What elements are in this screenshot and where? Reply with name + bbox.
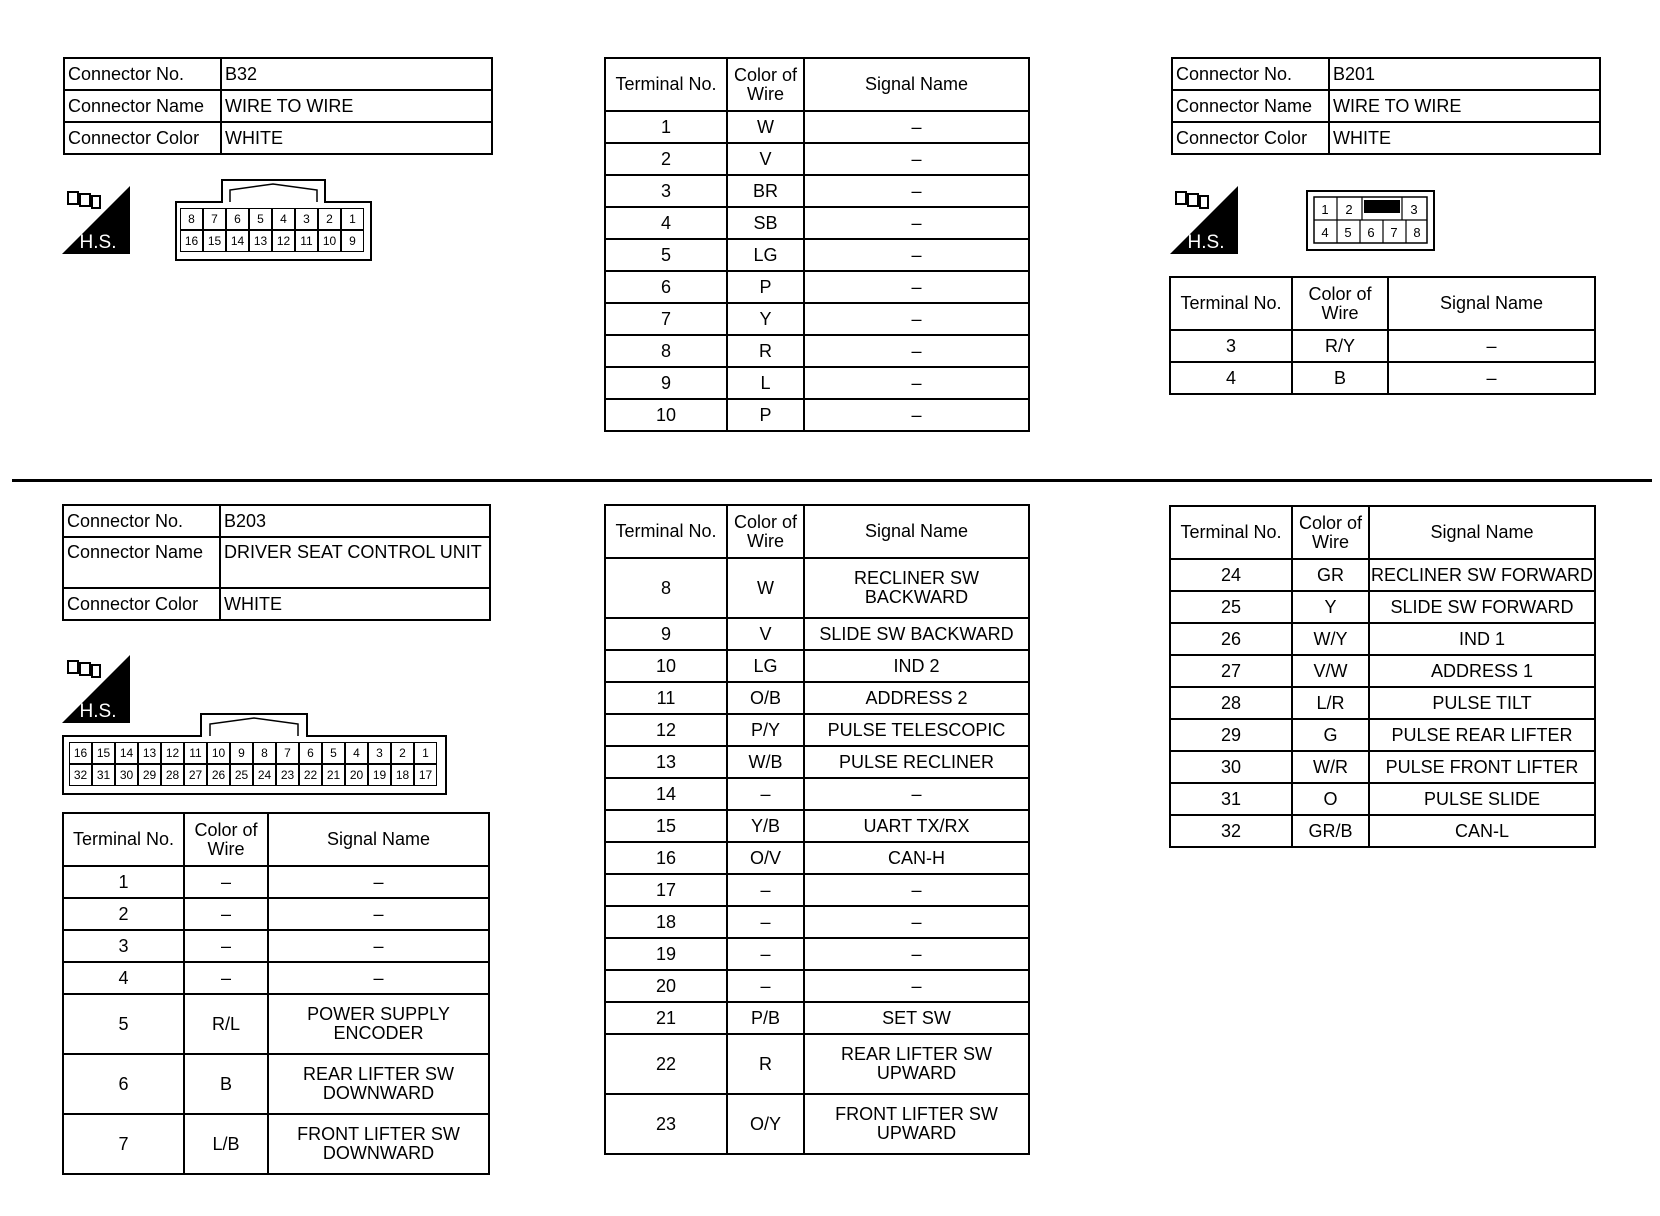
col-header-color: Color of Wire bbox=[1292, 277, 1388, 330]
pin-label: 5 bbox=[322, 742, 345, 764]
signal-name-cell: PULSE FRONT LIFTER bbox=[1369, 751, 1595, 783]
pin-label: 9 bbox=[341, 230, 364, 252]
wire-color-cell: – bbox=[727, 938, 804, 970]
col-header-signal: Signal Name bbox=[268, 813, 489, 866]
b201-connector-face bbox=[1306, 190, 1436, 252]
b32-connector-face bbox=[175, 178, 373, 262]
signal-name-cell: – bbox=[804, 143, 1029, 175]
pin-label: 14 bbox=[115, 742, 138, 764]
info-label: Connector Color bbox=[63, 588, 220, 620]
terminal-cell: 3 bbox=[63, 930, 184, 962]
table-row bbox=[1170, 687, 1595, 719]
pin-label: 4 bbox=[272, 208, 295, 230]
pin-label: 23 bbox=[276, 764, 299, 786]
b201-terminal-table bbox=[1169, 276, 1596, 395]
pin-label: 1 bbox=[414, 742, 437, 764]
table-row bbox=[1170, 623, 1595, 655]
terminal-cell: 24 bbox=[1170, 559, 1292, 591]
wire-color-cell: Y/B bbox=[727, 810, 804, 842]
pin-label: 32 bbox=[69, 764, 92, 786]
pin-label: 6 bbox=[1367, 225, 1375, 240]
signal-name-cell: – bbox=[268, 962, 489, 994]
info-label: Connector No. bbox=[1172, 58, 1329, 90]
signal-name-cell: – bbox=[1388, 362, 1595, 394]
terminal-cell: 6 bbox=[63, 1054, 184, 1114]
pin-label: 5 bbox=[249, 208, 272, 230]
terminal-cell: 4 bbox=[605, 207, 727, 239]
wire-color-cell: – bbox=[727, 874, 804, 906]
signal-name-cell: – bbox=[804, 207, 1029, 239]
signal-name-cell: PULSE TILT bbox=[1369, 687, 1595, 719]
terminal-cell: 14 bbox=[605, 778, 727, 810]
signal-name-cell: ADDRESS 1 bbox=[1369, 655, 1595, 687]
wire-color-cell: Y bbox=[1292, 591, 1369, 623]
pin-label: 18 bbox=[391, 764, 414, 786]
table-row bbox=[605, 650, 1029, 682]
signal-name-cell: – bbox=[804, 906, 1029, 938]
terminal-cell: 28 bbox=[1170, 687, 1292, 719]
terminal-cell: 9 bbox=[605, 367, 727, 399]
signal-name-cell: SLIDE SW BACKWARD bbox=[804, 618, 1029, 650]
signal-name-cell: – bbox=[268, 866, 489, 898]
wire-color-cell: P/B bbox=[727, 1002, 804, 1034]
pin-label: 26 bbox=[207, 764, 230, 786]
pin-label: 3 bbox=[1410, 202, 1418, 217]
b203-terminal-table-3 bbox=[1169, 505, 1596, 848]
wire-color-cell: P bbox=[727, 399, 804, 431]
terminal-cell: 11 bbox=[605, 682, 727, 714]
table-row bbox=[605, 970, 1029, 1002]
wire-color-cell: P bbox=[727, 271, 804, 303]
table-row bbox=[605, 1034, 1029, 1094]
pin-label: 6 bbox=[299, 742, 322, 764]
pin-label: 7 bbox=[203, 208, 226, 230]
wire-color-cell: – bbox=[727, 970, 804, 1002]
wire-color-cell: – bbox=[184, 962, 268, 994]
pin-label: 16 bbox=[69, 742, 92, 764]
terminal-cell: 22 bbox=[605, 1034, 727, 1094]
col-header-terminal: Terminal No. bbox=[605, 58, 727, 111]
connector-outline bbox=[1306, 190, 1436, 252]
harness-side-icon bbox=[62, 186, 130, 254]
wire-color-cell: L bbox=[727, 367, 804, 399]
wire-color-cell: B bbox=[1292, 362, 1388, 394]
table-row bbox=[605, 810, 1029, 842]
wire-color-cell: V bbox=[727, 143, 804, 175]
wire-color-cell: V bbox=[727, 618, 804, 650]
signal-name-cell: PULSE RECLINER bbox=[804, 746, 1029, 778]
info-label: Connector Name bbox=[64, 90, 221, 122]
pin-label: 3 bbox=[295, 208, 318, 230]
terminal-cell: 10 bbox=[605, 399, 727, 431]
table-row bbox=[605, 558, 1029, 618]
signal-name-cell: SLIDE SW FORWARD bbox=[1369, 591, 1595, 623]
wire-color-cell: W/R bbox=[1292, 751, 1369, 783]
table-row bbox=[605, 175, 1029, 207]
b203-terminal-table-1 bbox=[62, 812, 490, 1175]
terminal-cell: 18 bbox=[605, 906, 727, 938]
b201-info-table bbox=[1171, 57, 1601, 155]
pin-label: 20 bbox=[345, 764, 368, 786]
pin-label: 21 bbox=[322, 764, 345, 786]
signal-name-cell: REAR LIFTER SW DOWNWARD bbox=[268, 1054, 489, 1114]
wire-color-cell: – bbox=[184, 866, 268, 898]
signal-name-cell: – bbox=[804, 335, 1029, 367]
pin-label: 12 bbox=[272, 230, 295, 252]
wire-color-cell: V/W bbox=[1292, 655, 1369, 687]
table-row bbox=[605, 207, 1029, 239]
col-header-signal: Signal Name bbox=[1369, 506, 1595, 559]
wire-color-cell: R bbox=[727, 1034, 804, 1094]
hs-label: H.S. bbox=[1187, 232, 1225, 253]
terminal-cell: 7 bbox=[63, 1114, 184, 1174]
wire-color-cell: O bbox=[1292, 783, 1369, 815]
wire-color-cell: G bbox=[1292, 719, 1369, 751]
signal-name-cell: – bbox=[804, 175, 1029, 207]
signal-name-cell: SET SW bbox=[804, 1002, 1029, 1034]
terminal-cell: 21 bbox=[605, 1002, 727, 1034]
connector-no-value: B201 bbox=[1329, 58, 1600, 90]
connector-color-value: WHITE bbox=[220, 588, 490, 620]
pin-label: 11 bbox=[184, 742, 207, 764]
pin-label: 19 bbox=[368, 764, 391, 786]
wire-color-cell: P/Y bbox=[727, 714, 804, 746]
info-label: Connector No. bbox=[64, 58, 221, 90]
connector-no-value: B32 bbox=[221, 58, 492, 90]
pin-label: 4 bbox=[345, 742, 368, 764]
table-row bbox=[605, 271, 1029, 303]
terminal-cell: 31 bbox=[1170, 783, 1292, 815]
signal-name-cell: – bbox=[804, 399, 1029, 431]
connector-name-value: DRIVER SEAT CONTROL UNIT bbox=[220, 537, 490, 588]
terminal-cell: 32 bbox=[1170, 815, 1292, 847]
table-row bbox=[605, 938, 1029, 970]
signal-name-cell: UART TX/RX bbox=[804, 810, 1029, 842]
wire-color-cell: – bbox=[727, 906, 804, 938]
pin-label: 13 bbox=[138, 742, 161, 764]
col-header-color: Color of Wire bbox=[1292, 506, 1369, 559]
signal-name-cell: CAN-L bbox=[1369, 815, 1595, 847]
terminal-cell: 4 bbox=[63, 962, 184, 994]
wire-color-cell: W/Y bbox=[1292, 623, 1369, 655]
signal-name-cell: PULSE REAR LIFTER bbox=[1369, 719, 1595, 751]
table-row bbox=[605, 1094, 1029, 1154]
signal-name-cell: POWER SUPPLY ENCODER bbox=[268, 994, 489, 1054]
connector-name-value: WIRE TO WIRE bbox=[1329, 90, 1600, 122]
table-row bbox=[63, 962, 489, 994]
b32-terminal-table bbox=[604, 57, 1030, 432]
signal-name-cell: – bbox=[804, 271, 1029, 303]
pin-label: 1 bbox=[341, 208, 364, 230]
b203-connector-face bbox=[62, 712, 448, 796]
terminal-cell: 10 bbox=[605, 650, 727, 682]
col-header-signal: Signal Name bbox=[1388, 277, 1595, 330]
pin-label: 15 bbox=[203, 230, 226, 252]
pin-label: 8 bbox=[180, 208, 203, 230]
pin-label: 11 bbox=[295, 230, 318, 252]
col-header-terminal: Terminal No. bbox=[1170, 506, 1292, 559]
table-row bbox=[605, 303, 1029, 335]
table-row bbox=[63, 994, 489, 1054]
info-label: Connector Color bbox=[1172, 122, 1329, 154]
signal-name-cell: CAN-H bbox=[804, 842, 1029, 874]
table-row bbox=[605, 367, 1029, 399]
terminal-cell: 30 bbox=[1170, 751, 1292, 783]
terminal-cell: 25 bbox=[1170, 591, 1292, 623]
pin-label: 4 bbox=[1321, 225, 1329, 240]
terminal-cell: 1 bbox=[63, 866, 184, 898]
connector-no-value: B203 bbox=[220, 505, 490, 537]
pin-label: 7 bbox=[276, 742, 299, 764]
table-row bbox=[1170, 783, 1595, 815]
pin-label: 5 bbox=[1344, 225, 1352, 240]
pin-label: 13 bbox=[249, 230, 272, 252]
pin-label: 9 bbox=[230, 742, 253, 764]
col-header-terminal: Terminal No. bbox=[63, 813, 184, 866]
signal-name-cell: IND 1 bbox=[1369, 623, 1595, 655]
table-row bbox=[63, 866, 489, 898]
pin-label: 30 bbox=[115, 764, 138, 786]
pin-label: 15 bbox=[92, 742, 115, 764]
pin-label: 6 bbox=[226, 208, 249, 230]
pin-label: 8 bbox=[253, 742, 276, 764]
pin-label: 17 bbox=[414, 764, 437, 786]
signal-name-cell: PULSE TELESCOPIC bbox=[804, 714, 1029, 746]
pin-label: 25 bbox=[230, 764, 253, 786]
table-row bbox=[605, 874, 1029, 906]
table-row bbox=[605, 842, 1029, 874]
signal-name-cell: FRONT LIFTER SW UPWARD bbox=[804, 1094, 1029, 1154]
terminal-cell: 16 bbox=[605, 842, 727, 874]
terminal-cell: 20 bbox=[605, 970, 727, 1002]
b203-terminal-table-2 bbox=[604, 504, 1030, 1155]
table-row bbox=[63, 1114, 489, 1174]
wire-color-cell: LG bbox=[727, 650, 804, 682]
table-row bbox=[605, 1002, 1029, 1034]
signal-name-cell: – bbox=[1388, 330, 1595, 362]
table-row bbox=[605, 239, 1029, 271]
terminal-cell: 4 bbox=[1170, 362, 1292, 394]
pin-label: 1 bbox=[1321, 202, 1329, 217]
signal-name-cell: IND 2 bbox=[804, 650, 1029, 682]
table-row bbox=[605, 399, 1029, 431]
info-label: Connector Name bbox=[63, 537, 220, 588]
wire-color-cell: GR bbox=[1292, 559, 1369, 591]
col-header-color: Color of Wire bbox=[184, 813, 268, 866]
terminal-cell: 2 bbox=[605, 143, 727, 175]
terminal-cell: 23 bbox=[605, 1094, 727, 1154]
terminal-cell: 12 bbox=[605, 714, 727, 746]
wire-color-cell: W/B bbox=[727, 746, 804, 778]
wire-color-cell: O/B bbox=[727, 682, 804, 714]
col-header-color: Color of Wire bbox=[727, 505, 804, 558]
table-row bbox=[605, 143, 1029, 175]
signal-name-cell: – bbox=[804, 778, 1029, 810]
table-row bbox=[605, 906, 1029, 938]
signal-name-cell: RECLINER SW FORWARD bbox=[1369, 559, 1595, 591]
connector-color-value: WHITE bbox=[221, 122, 492, 154]
terminal-cell: 3 bbox=[605, 175, 727, 207]
col-header-signal: Signal Name bbox=[804, 505, 1029, 558]
terminal-cell: 5 bbox=[605, 239, 727, 271]
table-row bbox=[1170, 362, 1595, 394]
table-row bbox=[1170, 719, 1595, 751]
signal-name-cell: REAR LIFTER SW UPWARD bbox=[804, 1034, 1029, 1094]
pin-label: 7 bbox=[1390, 225, 1398, 240]
terminal-cell: 8 bbox=[605, 558, 727, 618]
table-row bbox=[605, 682, 1029, 714]
pin-label: 3 bbox=[368, 742, 391, 764]
terminal-cell: 17 bbox=[605, 874, 727, 906]
terminal-cell: 1 bbox=[605, 111, 727, 143]
wire-color-cell: L/B bbox=[184, 1114, 268, 1174]
table-row bbox=[1170, 751, 1595, 783]
col-header-signal: Signal Name bbox=[804, 58, 1029, 111]
pin-label: 29 bbox=[138, 764, 161, 786]
signal-name-cell: – bbox=[268, 898, 489, 930]
pin-label: 12 bbox=[161, 742, 184, 764]
wire-color-cell: O/Y bbox=[727, 1094, 804, 1154]
terminal-cell: 7 bbox=[605, 303, 727, 335]
pin-label: 31 bbox=[92, 764, 115, 786]
wire-color-cell: BR bbox=[727, 175, 804, 207]
info-label: Connector Name bbox=[1172, 90, 1329, 122]
table-row bbox=[605, 335, 1029, 367]
table-row bbox=[605, 714, 1029, 746]
table-row bbox=[63, 898, 489, 930]
signal-name-cell: – bbox=[804, 367, 1029, 399]
signal-name-cell: PULSE SLIDE bbox=[1369, 783, 1595, 815]
pin-label: 10 bbox=[207, 742, 230, 764]
terminal-cell: 2 bbox=[63, 898, 184, 930]
hs-label: H.S. bbox=[79, 701, 117, 722]
terminal-cell: 8 bbox=[605, 335, 727, 367]
terminal-cell: 15 bbox=[605, 810, 727, 842]
terminal-cell: 6 bbox=[605, 271, 727, 303]
wire-color-cell: L/R bbox=[1292, 687, 1369, 719]
signal-name-cell: FRONT LIFTER SW DOWNWARD bbox=[268, 1114, 489, 1174]
pin-label: 2 bbox=[318, 208, 341, 230]
wire-color-cell: W bbox=[727, 111, 804, 143]
b32-info-table bbox=[63, 57, 493, 155]
wire-color-cell: R/Y bbox=[1292, 330, 1388, 362]
wire-color-cell: – bbox=[184, 930, 268, 962]
signal-name-cell: – bbox=[804, 938, 1029, 970]
terminal-cell: 26 bbox=[1170, 623, 1292, 655]
wire-color-cell: SB bbox=[727, 207, 804, 239]
table-row bbox=[63, 1054, 489, 1114]
terminal-cell: 13 bbox=[605, 746, 727, 778]
info-label: Connector Color bbox=[64, 122, 221, 154]
pin-label: 14 bbox=[226, 230, 249, 252]
signal-name-cell: RECLINER SW BACKWARD bbox=[804, 558, 1029, 618]
pin-label: 28 bbox=[161, 764, 184, 786]
pin-label: 10 bbox=[318, 230, 341, 252]
col-header-terminal: Terminal No. bbox=[1170, 277, 1292, 330]
harness-side-icon bbox=[1170, 186, 1238, 254]
signal-name-cell: ADDRESS 2 bbox=[804, 682, 1029, 714]
wire-color-cell: W bbox=[727, 558, 804, 618]
table-row bbox=[1170, 815, 1595, 847]
pin-label: 27 bbox=[184, 764, 207, 786]
b203-info-table bbox=[62, 504, 491, 621]
pin-label: 16 bbox=[180, 230, 203, 252]
table-row bbox=[605, 746, 1029, 778]
pin-label: 2 bbox=[1345, 202, 1353, 217]
terminal-cell: 29 bbox=[1170, 719, 1292, 751]
table-row bbox=[1170, 330, 1595, 362]
pin-label: 22 bbox=[299, 764, 322, 786]
section-divider bbox=[12, 479, 1652, 482]
pin-label: 8 bbox=[1413, 225, 1421, 240]
terminal-cell: 9 bbox=[605, 618, 727, 650]
wire-color-cell: O/V bbox=[727, 842, 804, 874]
pin-label: 2 bbox=[391, 742, 414, 764]
wire-color-cell: R bbox=[727, 335, 804, 367]
wire-color-cell: – bbox=[727, 778, 804, 810]
table-row bbox=[605, 111, 1029, 143]
pin-label: 24 bbox=[253, 764, 276, 786]
connector-color-value: WHITE bbox=[1329, 122, 1600, 154]
signal-name-cell: – bbox=[804, 970, 1029, 1002]
table-row bbox=[605, 778, 1029, 810]
table-row bbox=[1170, 591, 1595, 623]
signal-name-cell: – bbox=[804, 111, 1029, 143]
terminal-cell: 27 bbox=[1170, 655, 1292, 687]
table-row bbox=[1170, 559, 1595, 591]
wire-color-cell: LG bbox=[727, 239, 804, 271]
terminal-cell: 3 bbox=[1170, 330, 1292, 362]
table-row bbox=[63, 930, 489, 962]
wire-color-cell: Y bbox=[727, 303, 804, 335]
wire-color-cell: – bbox=[184, 898, 268, 930]
signal-name-cell: – bbox=[268, 930, 489, 962]
table-row bbox=[1170, 655, 1595, 687]
connector-name-value: WIRE TO WIRE bbox=[221, 90, 492, 122]
col-header-terminal: Terminal No. bbox=[605, 505, 727, 558]
signal-name-cell: – bbox=[804, 239, 1029, 271]
col-header-color: Color of Wire bbox=[727, 58, 804, 111]
info-label: Connector No. bbox=[63, 505, 220, 537]
wire-color-cell: B bbox=[184, 1054, 268, 1114]
hs-label: H.S. bbox=[79, 232, 117, 253]
wire-color-cell: R/L bbox=[184, 994, 268, 1054]
wire-color-cell: GR/B bbox=[1292, 815, 1369, 847]
signal-name-cell: – bbox=[804, 874, 1029, 906]
terminal-cell: 19 bbox=[605, 938, 727, 970]
terminal-cell: 5 bbox=[63, 994, 184, 1054]
table-row bbox=[605, 618, 1029, 650]
signal-name-cell: – bbox=[804, 303, 1029, 335]
